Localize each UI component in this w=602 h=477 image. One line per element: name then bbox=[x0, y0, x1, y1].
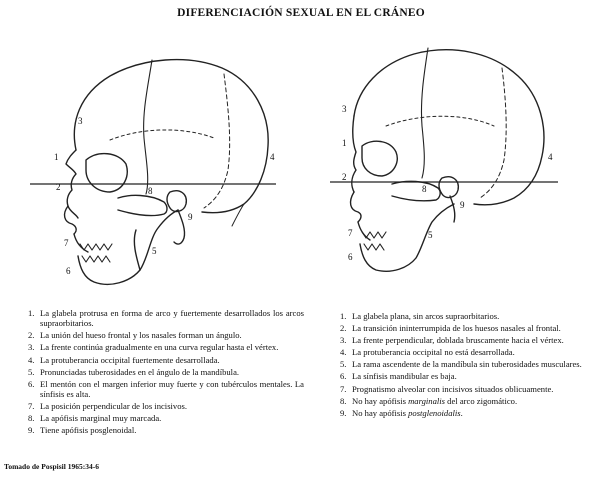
label-4: 4 bbox=[270, 152, 275, 162]
label-8: 8 bbox=[422, 184, 427, 194]
label-4: 4 bbox=[548, 152, 553, 162]
list-item: 5. La rama ascendente de la mandíbula sin tuberosidades musculares. bbox=[340, 359, 582, 370]
list-item: 5. Pronunciadas tuberosidades en el ángulo de la mandíbula. bbox=[28, 366, 240, 377]
list-item: 6. La sínfisis mandibular es baja. bbox=[340, 371, 457, 382]
list-item: 1. La glabela plana, sin arcos supraorbitarios. bbox=[340, 311, 500, 321]
label-7: 7 bbox=[348, 228, 353, 238]
label-5: 5 bbox=[152, 246, 157, 256]
list-item: 1. La glabela protrusa en forma de arco y fuertemente desarrollados los arcos supraorbitarios. bbox=[28, 308, 304, 329]
list-item: 3. La frente perpendicular, doblada bruscamente hacia el vértex. bbox=[340, 335, 564, 346]
label-9: 9 bbox=[188, 212, 193, 222]
label-1: 1 bbox=[54, 152, 59, 162]
male-skull-illustration bbox=[18, 42, 280, 292]
page-title: DIFERENCIACIÓN SEXUAL EN EL CRÁNEO bbox=[177, 7, 425, 19]
male-skull-drawing bbox=[18, 42, 280, 292]
label-8: 8 bbox=[148, 186, 153, 196]
list-item: 6. El mentón con el margen inferior muy fuerte y con tubérculos mentales. La sínfisis es alta. bbox=[28, 378, 304, 400]
list-item: 8. La apófisis marginal muy marcada. bbox=[28, 413, 162, 424]
label-5: 5 bbox=[428, 230, 433, 240]
label-2: 2 bbox=[342, 172, 347, 182]
list-item: 2. La unión del hueso frontal y los nasales forman un ángulo. bbox=[28, 330, 242, 341]
list-item: 7. Prognatismo alveolar con incisivos situados oblicuamente. bbox=[340, 383, 554, 394]
list-item: 8. No hay apófisis marginalis del arco zigomático. bbox=[340, 395, 518, 406]
label-3: 3 bbox=[78, 116, 83, 126]
label-9: 9 bbox=[460, 200, 465, 210]
label-6: 6 bbox=[348, 252, 353, 262]
female-skull-illustration bbox=[322, 42, 562, 278]
list-item: 9. No hay apófisis postglenoidalis. bbox=[340, 407, 463, 418]
list-item: 2. La transición ininterrumpida de los huesos nasales al frontal. bbox=[340, 323, 561, 334]
male-traits-list bbox=[28, 308, 304, 437]
label-2: 2 bbox=[56, 182, 61, 192]
list-item: 3. La frente continúa gradualmente en una curva regular hasta el vértex. bbox=[28, 342, 279, 353]
female-traits-list bbox=[340, 311, 596, 420]
label-7: 7 bbox=[64, 238, 69, 248]
label-1: 1 bbox=[342, 138, 347, 148]
label-6: 6 bbox=[66, 266, 71, 276]
list-item: 9. Tiene apófisis posglenoidal. bbox=[28, 425, 137, 436]
female-skull-drawing bbox=[322, 42, 562, 278]
list-item: 4. La protuberancia occipital no está desarrollada. bbox=[340, 347, 515, 358]
list-item: 4. La protuberancia occipital fuertemente desarrollada. bbox=[28, 354, 220, 365]
list-item: 7. La posición perpendicular de los incisivos. bbox=[28, 401, 188, 412]
source-citation: Tomado de Pospisil 1965:34-6 bbox=[4, 462, 99, 471]
label-3: 3 bbox=[342, 104, 347, 114]
